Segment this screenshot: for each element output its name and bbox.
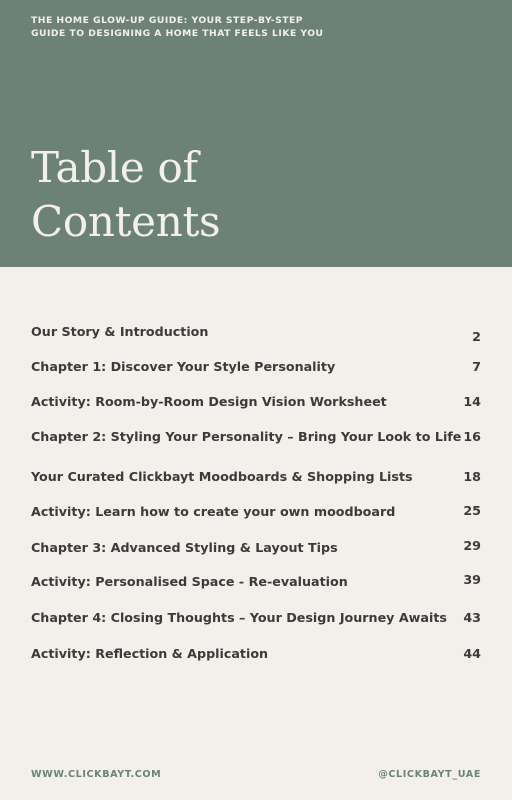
toc-item[interactable] [31,469,481,493]
toc-item[interactable] [31,574,481,598]
toc-item-title: Our Story & Introduction [31,324,209,339]
page-title-line: Contents [31,197,221,246]
toc-item[interactable] [31,540,481,564]
toc-item-page: 14 [463,394,481,409]
toc-item-page: 2 [472,329,481,344]
toc-item-page: 44 [463,646,481,661]
social-handle[interactable]: @CLICKBAYT_UAE [378,769,481,780]
website-link[interactable]: WWW.CLICKBAYT.COM [31,769,162,780]
toc-item[interactable] [31,429,481,453]
toc-item-page: 43 [463,610,481,625]
toc-item-title: Chapter 4: Closing Thoughts – Your Design Journey Awaits [31,610,447,625]
toc-item[interactable] [31,646,481,670]
toc-item-page: 39 [463,572,481,587]
page-title-line: Table of [31,143,198,192]
toc-item-title: Chapter 3: Advanced Styling & Layout Tips [31,540,338,555]
toc-item-title: Activity: Personalised Space - Re-evaluation [31,574,348,589]
toc-item-page: 7 [472,359,481,374]
toc-item-title: Activity: Learn how to create your own moodboard [31,504,396,519]
toc-item-title: Chapter 2: Styling Your Personality – Bring Your Look to Life [31,429,462,444]
toc-item-page: 25 [463,503,481,518]
toc-item[interactable] [31,394,481,418]
toc-item-page: 29 [463,538,481,553]
toc-item-page: 18 [463,469,481,484]
guide-subtitle-line: THE HOME GLOW-UP GUIDE: YOUR STEP-BY-STEP [31,15,303,26]
toc-item-title: Chapter 1: Discover Your Style Personality [31,359,336,374]
toc-item[interactable] [31,359,481,383]
toc-item-title: Activity: Reflection & Application [31,646,269,661]
toc-item-title: Your Curated Clickbayt Moodboards & Shopping Lists [31,469,413,484]
toc-item-title: Activity: Room-by-Room Design Vision Worksheet [31,394,387,409]
toc-item-page: 16 [463,429,481,444]
toc-item[interactable] [31,504,481,528]
toc-item[interactable] [31,324,481,348]
toc-item[interactable] [31,610,481,634]
guide-subtitle-line: GUIDE TO DESIGNING A HOME THAT FEELS LIKE YOU [31,28,324,39]
